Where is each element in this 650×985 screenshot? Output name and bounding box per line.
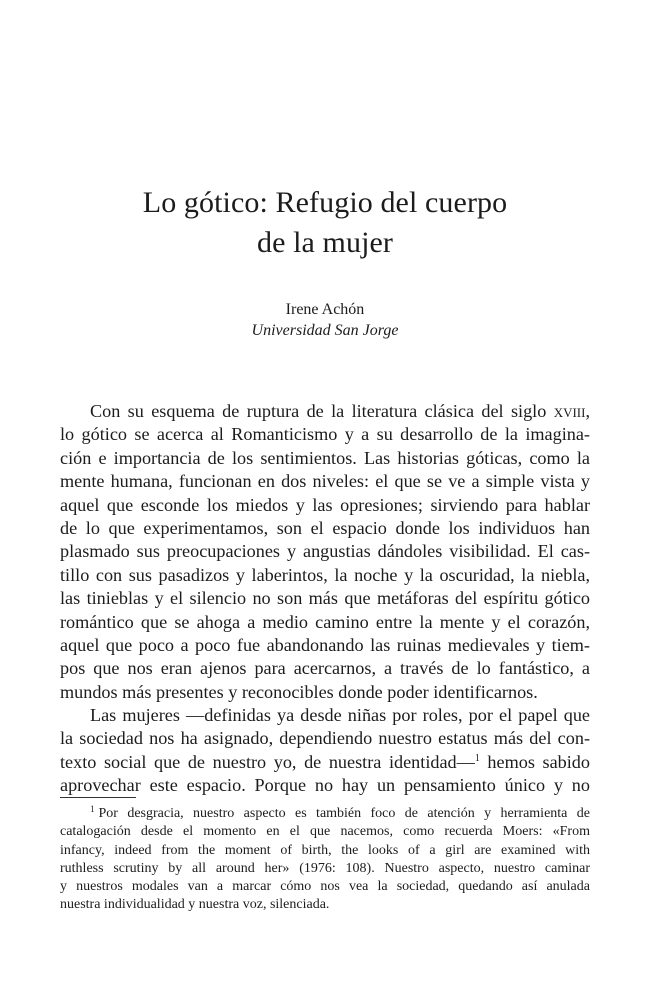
- body-line: de lo que experimentamos, son el espacio donde los individuos han: [60, 517, 590, 538]
- article-title-line-2: de la mujer: [256, 226, 394, 259]
- body-line: lo gótico se acerca al Romanticismo y a su desarrollo de la imagina-: [60, 424, 590, 445]
- footnote: [60, 805, 590, 915]
- body-line: mente humana, funcionan en dos niveles: el que se ve a simple vista y: [60, 471, 590, 492]
- author-affiliation: Universidad San Jorge: [251, 322, 399, 339]
- century-numeral: xviii: [553, 401, 586, 421]
- body-line: aquel que esconde los miedos y las opresiones; sirviendo para hablar: [60, 494, 590, 515]
- body-line: las tinieblas y el silencio no son más que metáforas del espíritu gótico: [60, 588, 590, 609]
- article-title: [60, 183, 590, 263]
- body-line: ción e importancia de los sentimientos. Las historias góticas, como la: [60, 447, 590, 468]
- body-line: la sociedad nos ha asignado, dependiendo nuestro estatus más del con-: [60, 728, 590, 749]
- body-line: texto social que de nuestro yo, de nuestra identidad—$^1$ hemos sabido: [60, 751, 590, 772]
- body-text: [60, 400, 590, 798]
- body-line: Las mujeres —definidas ya desde niñas por roles, por el papel que: [90, 705, 590, 726]
- body-line: pos que nos eran ajenos para acercarnos, a través de lo fantástico, a: [60, 658, 590, 679]
- footnote-mark: 1: [90, 804, 95, 814]
- body-line: aquel que poco a poco fue abandonando las ruinas medievales y tiem-: [60, 634, 590, 655]
- footnote-line: catalogación desde el momento en el que nacemos, como recuerda Moers: «From: [60, 824, 590, 840]
- footnote-line: infancy, indeed from the moment of birth, the looks of a girl are examined with: [60, 842, 590, 858]
- author-name: Irene Achón: [285, 301, 365, 318]
- footnote-reference[interactable]: 1: [474, 752, 480, 764]
- footnote-line: $^1$ Por desgracia, nuestro aspecto es también foco de atención y herramienta de: [90, 804, 590, 821]
- body-line: romántico que se ahoga a medio camino entre la mente y el corazón,: [60, 611, 590, 632]
- footnote-line: y nuestros modales van a marcar cómo nos vea la sociedad, quedando así anulada: [60, 879, 590, 895]
- body-line: mundos más presentes y reconocibles donde poder identificarnos.: [60, 681, 538, 702]
- footnote-separator: [60, 797, 136, 798]
- body-line: plasmado sus preocupaciones y angustias dándoles visibilidad. El cas-: [60, 541, 590, 562]
- body-line: tillo con sus pasadizos y laberintos, la noche y la oscuridad, la niebla,: [60, 564, 590, 585]
- footnote-line: ruthless scrutiny by all around her» (1976: 108). Nuestro aspecto, nuestro caminar: [60, 860, 590, 876]
- body-line: aprovechar este espacio. Porque no hay un pensamiento único y no: [60, 775, 590, 796]
- article-title-line-1: Lo gótico: Refugio del cuerpo: [142, 186, 508, 219]
- footnote-line: nuestra individualidad y nuestra voz, silenciada.: [60, 897, 330, 913]
- body-line: Con su esquema de ruptura de la literatura clásica del siglo xviii,: [90, 401, 590, 421]
